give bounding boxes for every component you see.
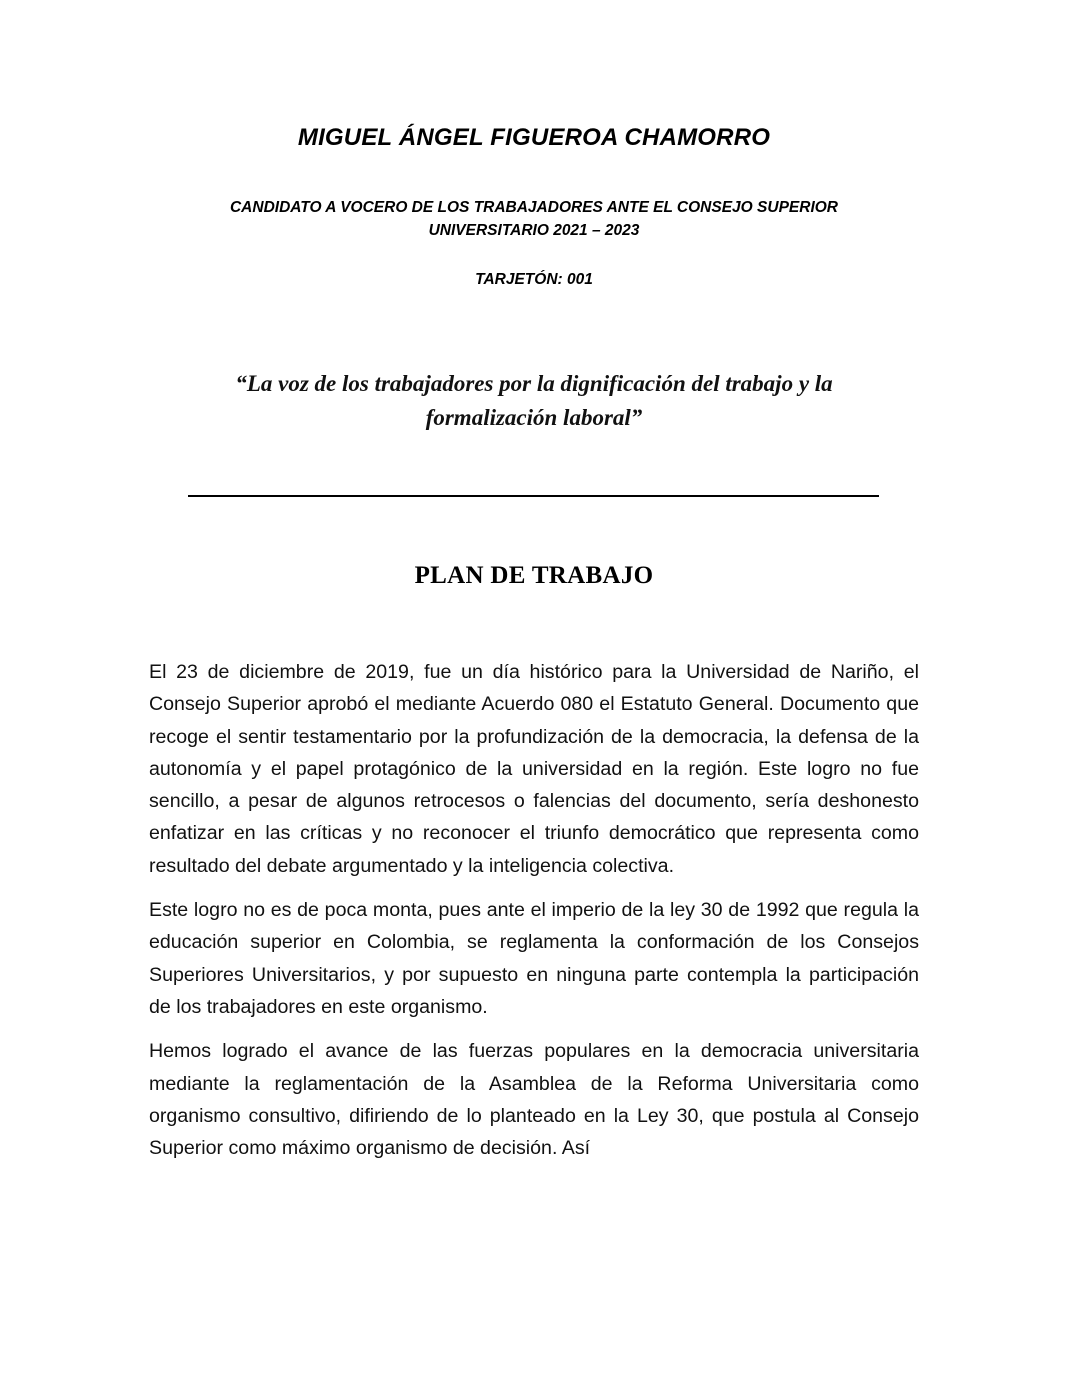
candidacy-text: CANDIDATO A VOCERO DE LOS TRABAJADORES ANTE EL CONSEJO SUPERIOR UNIVERSITARIO 2021 – 2023 — [229, 199, 838, 239]
body-text — [149, 656, 919, 1176]
paragraph-1: El 23 de diciembre de 2019, fue un día histórico para la Universidad de Nariño, el Consejo Superior aprobó el mediante Acuerdo 080 el Estatuto General. Documento que recoge el sentir testamentario por la profundización de la democracia, la defensa de la autonomía y el papel protagónico de la universidad en la región. Este logro no fue sencillo, a pesar de algunos retrocesos o falencias del documento, sería deshonesto enfatizar en las críticas y no reconocer el triunfo democrático que representa como resultado del debate argumentado y la inteligencia colectiva. — [149, 661, 919, 877]
paragraph-2: Este logro no es de poca monta, pues ante el imperio de la ley 30 de 1992 que regula la educación superior en Colombia, se reglamenta la conformación de los Consejos Superiores Universitarios, y por supuesto en ninguna parte contempla la participación de los trabajadores en este organismo. — [149, 899, 919, 1018]
motto-text: “La voz de los trabajadores por la dignificación del trabajo y la formalización laboral” — [235, 371, 833, 430]
motto-quote — [0, 367, 1068, 435]
candidate-name: MIGUEL ÁNGEL FIGUEROA CHAMORRO — [297, 124, 771, 151]
paragraph-3: Hemos logrado el avance de las fuerzas populares en la democracia universitaria mediante la reglamentación de la Asamblea de la Reforma Universitaria como organismo consultivo, difiriendo de lo planteado en la Ley 30, que postula al Consejo Superior como máximo organismo de decisión. Así — [149, 1040, 919, 1160]
section-title: PLAN DE TRABAJO — [414, 562, 654, 589]
horizontal-divider — [188, 495, 879, 497]
candidacy-subtitle — [0, 196, 1068, 242]
ballot-number: TARJETÓN: 001 — [475, 271, 593, 288]
